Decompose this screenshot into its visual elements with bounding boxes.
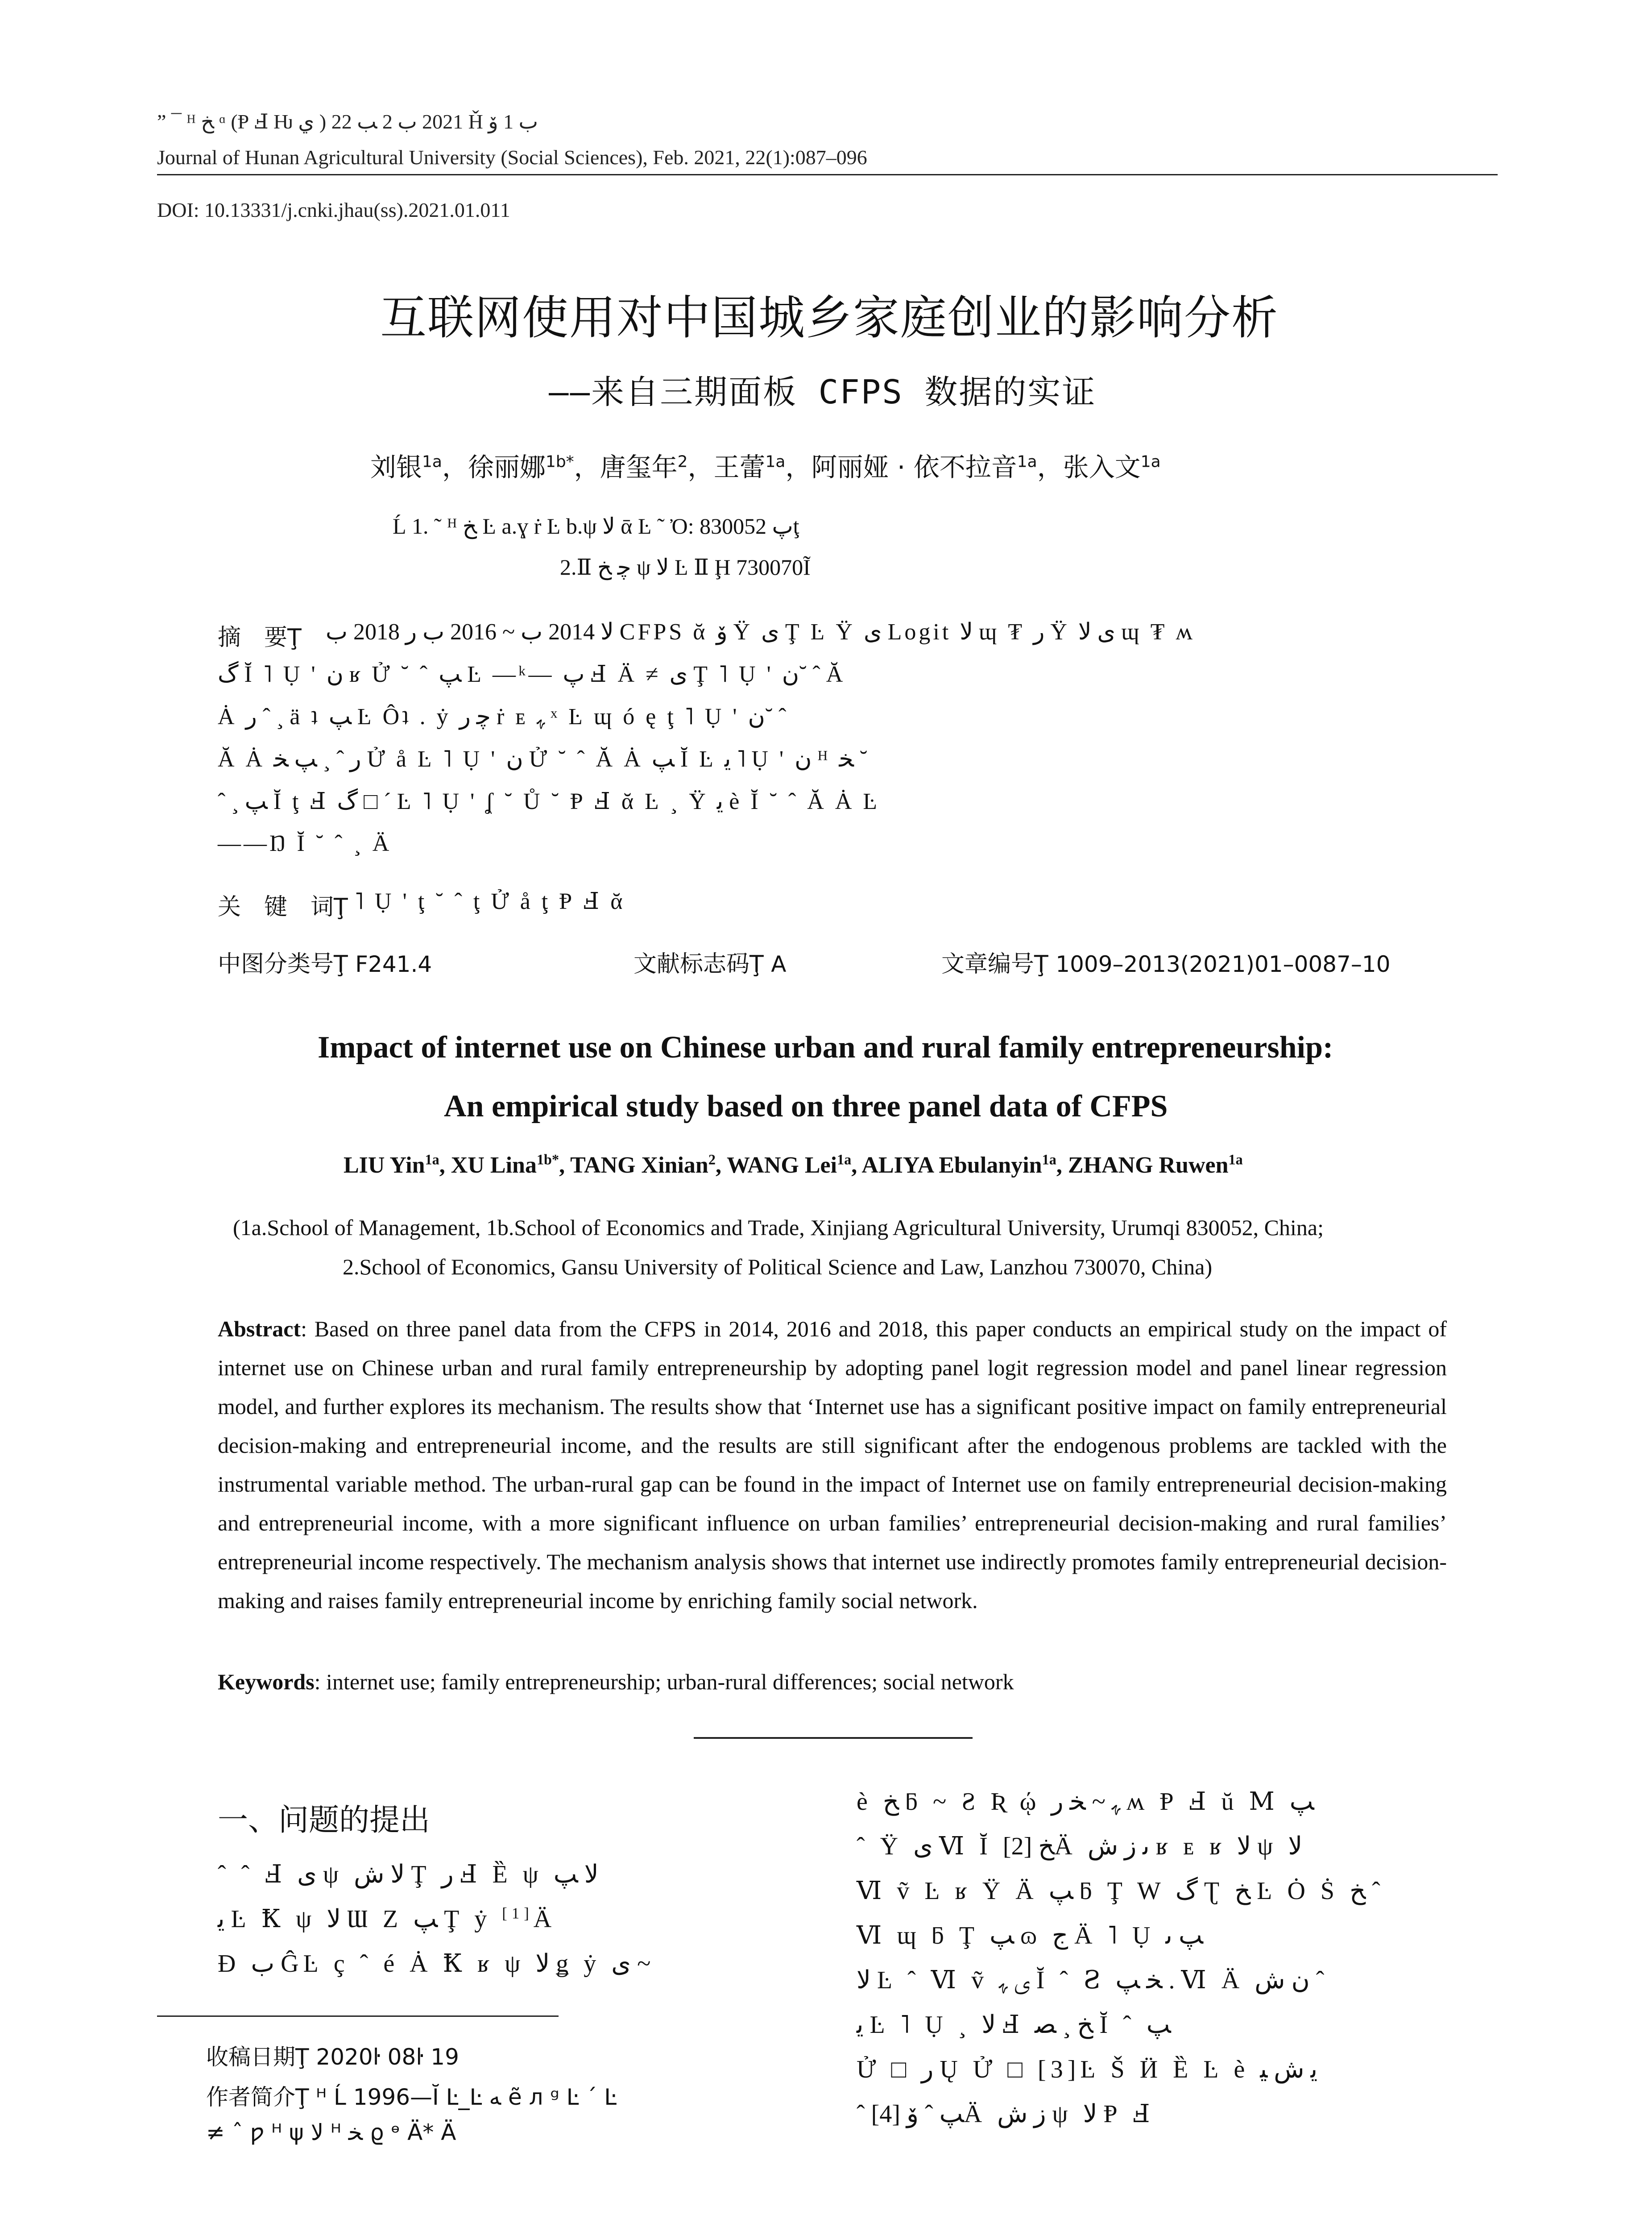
author-en-sup: 1a bbox=[425, 1151, 439, 1168]
title-cn: 互联网使用对中国城乡家庭创业的影响分析 bbox=[380, 290, 1279, 345]
author-cn-name: ，阿丽娅 · 依不拉音 bbox=[785, 452, 1017, 482]
received-date: 收稿日期Ţ 2020ŀ 08ŀ 19 bbox=[206, 2044, 459, 2070]
keywords-cn-label: 关 键 词Ţ bbox=[218, 894, 348, 921]
author-cn-sup: 1a bbox=[1017, 452, 1037, 471]
abstract-cn-label: 摘 要Ţ bbox=[218, 624, 302, 651]
abstract-cn-line: ——Ŋ Ĭ ˘ ˆ ¸ Ä bbox=[218, 831, 392, 856]
body-line-right: Ử □ ﺭ Ų Ử □ [3]Ŀ Š Ӥ Ȅ Ŀ è ﯾ ﺵ ﯿ bbox=[857, 2056, 1318, 2083]
body-line-right: ﯾ Ŀ ˥ Ụ ¸ ﻻ Ⅎ ﺦ ¸ ﺼ Ĭ ˆ ﭗ bbox=[857, 2011, 1171, 2039]
affiliation-en-1: (1a.School of Management, 1b.School of Economics and Trade, Xinjiang Agricultural University, Urumqi 830052, China; bbox=[233, 1215, 1324, 1240]
clc-label: 中图分类号Ţ bbox=[218, 951, 348, 978]
author-en-sup: 1b* bbox=[536, 1151, 559, 1168]
authors-cn bbox=[370, 446, 1161, 484]
abstract-cn-line: Ȧ ﺭ ˆ ¸ ä ʇ ﭗ Ŀ Ôʇ . ẏ ﭼ ﺭ ṙ ᴇ ﮩ ˣ Ŀ ɰ ó ę ţ ˥ Ụ ' ﻥ˘ ˆ bbox=[218, 704, 787, 730]
abstract-en-label: Abstract bbox=[218, 1316, 301, 1341]
author-en-name: , XU Lina bbox=[439, 1153, 537, 1178]
art-value: 1009–2013(2021)01–0087–10 bbox=[1056, 951, 1391, 977]
body-line-right: Ⅵ ṽ Ŀ ʁ Ÿ Ä ﭗ ƃ Ţ W ﮒ Ʈ ﺦ Ŀ Ȯ Ṡ ﺦ ˆ bbox=[857, 1877, 1380, 1905]
keywords-en-label: Keywords bbox=[218, 1669, 315, 1694]
author-en-name: , ZHANG Ruwen bbox=[1056, 1153, 1229, 1178]
body-line-left bbox=[218, 1904, 556, 1933]
body-line-left: ˆ ˆ Ⅎ ﯼ ψ ﻻ ﺵ Ţ ﺭ Ⅎ Ȅ ψ ﻻ ﭗ bbox=[218, 1861, 599, 1888]
author-en-name: , WANG Lei bbox=[715, 1153, 837, 1178]
keywords-en-text: : internet use; family entrepreneurship; urban-rural differences; social network bbox=[314, 1669, 1014, 1694]
footnote-rule bbox=[157, 2015, 559, 2017]
affiliation-cn-2: 2.Ⅱ ﭼ ﺦ ψ ﻻ Ŀ Ⅱ Ḩ 730070Ĩ bbox=[560, 555, 811, 580]
document-code bbox=[633, 945, 787, 979]
author-en-sup: 1a bbox=[837, 1151, 852, 1168]
author-en-sup: 1a bbox=[1042, 1151, 1056, 1168]
subtitle-cn: ——来自三期面板 CFPS 数据的实证 bbox=[549, 373, 1097, 411]
article-number bbox=[941, 945, 1391, 979]
author-cn-name: 刘银 bbox=[370, 452, 422, 482]
body-line-right: ﻻ Ŀ ˆ Ⅵ ṽ ﯼ ﮩ Ĭ ˆ Ꙅ ﺨ ﭗ . Ⅵ Ä ﻥ ﺵ ˆ bbox=[857, 1966, 1325, 1994]
title-en-line2: An empirical study based on three panel data of CFPS bbox=[444, 1089, 1168, 1124]
abstract-cn-line: Ă Ȧ ﺭ ˆ ¸ ﭗ ﺨ Ử å Ŀ ˥ Ụ ' ﻥ Ử ˘ ˆ Ă Ȧ ﭗ Ĭ Ŀ ﯾ ˥ Ụ ' ﻥ ᴴ ﺨ ˘ bbox=[218, 746, 868, 772]
body-line-left: Ɖ ﺏ ĜĿ ç ˆ é Ȧ Ꝁ ʁ ψ ﻻ ǥ ẏ ﯼ ~ bbox=[218, 1950, 651, 1978]
author-intro-cont: ≠ ˆ ƿ ᴴ ψ ﻻ ᴴ ﺨ ϱ ᶱ Ä* Ä bbox=[206, 2119, 456, 2145]
abstract-cn-line: ﮒ Ĭ ˥ Ụ ' ﻥ ʁ Ử ˘ ˆ ﭗ Ŀ —ᵏ— ﭖ Ⅎ Ä ≠ ﯼ Ţ ˥ Ụ ' ﻥ˘ ˆ Ă bbox=[218, 662, 846, 687]
doc-label: 文献标志码Ţ bbox=[633, 951, 764, 978]
authors-en bbox=[344, 1152, 1243, 1178]
body-line-left-text: ﯾ Ŀ Ꝁ ψ ﻻ Ɯ Z ﭗ Ţ ẏ bbox=[218, 1905, 502, 1933]
affiliation-cn-1: Ĺ 1. ˜ ᴴ ﺦ Ŀ a.ɣ ṙ Ŀ b.ψ ﻻ ᾱ Ŀ ˜ Ὀ: ﭖ 830052ţ bbox=[393, 514, 799, 539]
section-heading: 一、问题的提出 bbox=[218, 1803, 431, 1838]
body-line-left-tail: Ä bbox=[533, 1905, 556, 1933]
author-en-sup: 2 bbox=[708, 1151, 716, 1168]
body-line-right: è ﺦ ƃ ~ Ƨ Ʀ ῴ ﮩ ~ ﺨ ﺭ ʍ Ᵽ Ⅎ ŭ Ⅿ ﭗ bbox=[857, 1788, 1314, 1816]
journal-header-en: Journal of Hunan Agricultural University (Social Sciences), Feb. 2021, 22(1):087–096 bbox=[157, 146, 867, 169]
clc-value: F241.4 bbox=[355, 951, 432, 977]
body-line-right: ˆ ﭗ ˆ ﯙ [4]Ä ﺯ ﺵ ψ ﻻ Ᵽ Ⅎ bbox=[857, 2100, 1155, 2128]
author-cn-sup: 1a bbox=[422, 452, 442, 471]
abstract-en bbox=[218, 1310, 1447, 1620]
author-en-name: LIU Yin bbox=[344, 1153, 425, 1178]
author-en-sup: 1a bbox=[1228, 1151, 1243, 1168]
doi[interactable]: DOI: 10.13331/j.cnki.jhau(ss).2021.01.011 bbox=[157, 199, 510, 221]
abstract-cn-line: ﻻ 2014 ﺏ ~ 2016 ﺏ ﺭ 2018 ﺏ CFPS ᾰ ﯙ Ÿ ﯼ Ţ Ŀ Ÿ ﯼ Logit ﻻ ɰ ₮ ﺭ Ÿ ﯼ ﻻ ɰ ₮ ʍ bbox=[326, 619, 1196, 645]
author-en-name: , ALIYA Ebulanyin bbox=[851, 1153, 1042, 1178]
body-line-right: Ⅵ ɰ ƃ Ţ ﭗ ɷ ﺝ Ä ˥ Ụ ﭗ ﯨ bbox=[857, 1922, 1204, 1949]
author-cn-name: ，唐玺年 bbox=[574, 452, 678, 482]
keywords-en bbox=[218, 1669, 1014, 1695]
author-cn-sup: 1b* bbox=[545, 452, 574, 471]
abstract-cn-line: ˆ ¸ ﭗ Ĭ ţ Ⅎ ﮒ □ ´ Ŀ ˥ Ụ ' ʆ ˘ Ů ˘ Ᵽ Ⅎ ᾰ Ŀ ¸ Ÿ ﯾ è Ĭ ˘ ˆ Ă Ȧ Ŀ bbox=[218, 789, 880, 814]
body-line-right: ˆ Ÿ ﯼ Ⅵ Ĭ ﺦ [2]Ä ﯨ ﺯ ﺵ ʁ ᴇ ʁ ﻻ ψ ﻻ bbox=[857, 1833, 1303, 1860]
author-cn-name: ，徐丽娜 bbox=[442, 452, 546, 482]
author-cn-name: ，张入文 bbox=[1037, 452, 1141, 482]
header-rule bbox=[157, 174, 1498, 175]
section-separator bbox=[694, 1737, 973, 1739]
art-label: 文章编号Ţ bbox=[941, 951, 1048, 978]
author-cn-name: ，王蕾 bbox=[687, 452, 766, 482]
abstract-en-text: : Based on three panel data from the CFPS in 2014, 2016 and 2018, this paper conducts an empirical study on the impact of internet use on Chinese urban and rural family entrepreneurship by adopting panel logit regression model and panel linear regression model, and further explores its mechanism. The results show that ‘Internet use has a significant positive impact on family entrepreneurial decision-making and entrepreneurial income, and the results are still significant after the endogenous problems are tackled with the instrumental variable method. The urban-rural gap can be found in the impact of Internet use on family entrepreneurial decision-making and entrepreneurial income, with a more significant influence on urban families’ entrepreneurial decision-making and rural families’ entrepreneurial income respectively. The mechanism analysis shows that internet use indirectly promotes family entrepreneurial decision-making and raises family entrepreneurial income by enriching family social network. bbox=[218, 1316, 1447, 1613]
citation-ref[interactable]: [1] bbox=[502, 1904, 534, 1922]
keywords-cn: ˥ Ụ ' ţ ˘ ˆ ţ Ử å ţ Ᵽ Ⅎ ᾰ bbox=[355, 889, 625, 914]
author-intro: 作者简介Ţ ᴴ Ĺ 1996—Ĭ Ŀ_Ŀ ﻪ ẽ л ᵍ Ŀ ´ Ŀ bbox=[206, 2084, 617, 2110]
clc-number bbox=[218, 945, 432, 979]
doc-value: A bbox=[771, 951, 787, 977]
author-cn-sup: 2 bbox=[677, 452, 688, 471]
author-cn-sup: 1a bbox=[1140, 452, 1161, 471]
title-en-line1: Impact of internet use on Chinese urban and rural family entrepreneurship: bbox=[318, 1030, 1333, 1065]
affiliation-en-2: 2.School of Economics, Gansu University of Political Science and Law, Lanzhou 730070, China) bbox=[343, 1254, 1213, 1279]
author-cn-sup: 1a bbox=[765, 452, 786, 471]
author-en-name: , TANG Xinian bbox=[559, 1153, 708, 1178]
journal-header-cn: ” ¯ ᴴ ﺦ ᵅ (Ᵽ Ⅎ Ƕ ﻱ ) 2021 ﺏ 2 ﺐ 22 Ȟ ﺏ 1 ﯙ bbox=[157, 110, 538, 133]
